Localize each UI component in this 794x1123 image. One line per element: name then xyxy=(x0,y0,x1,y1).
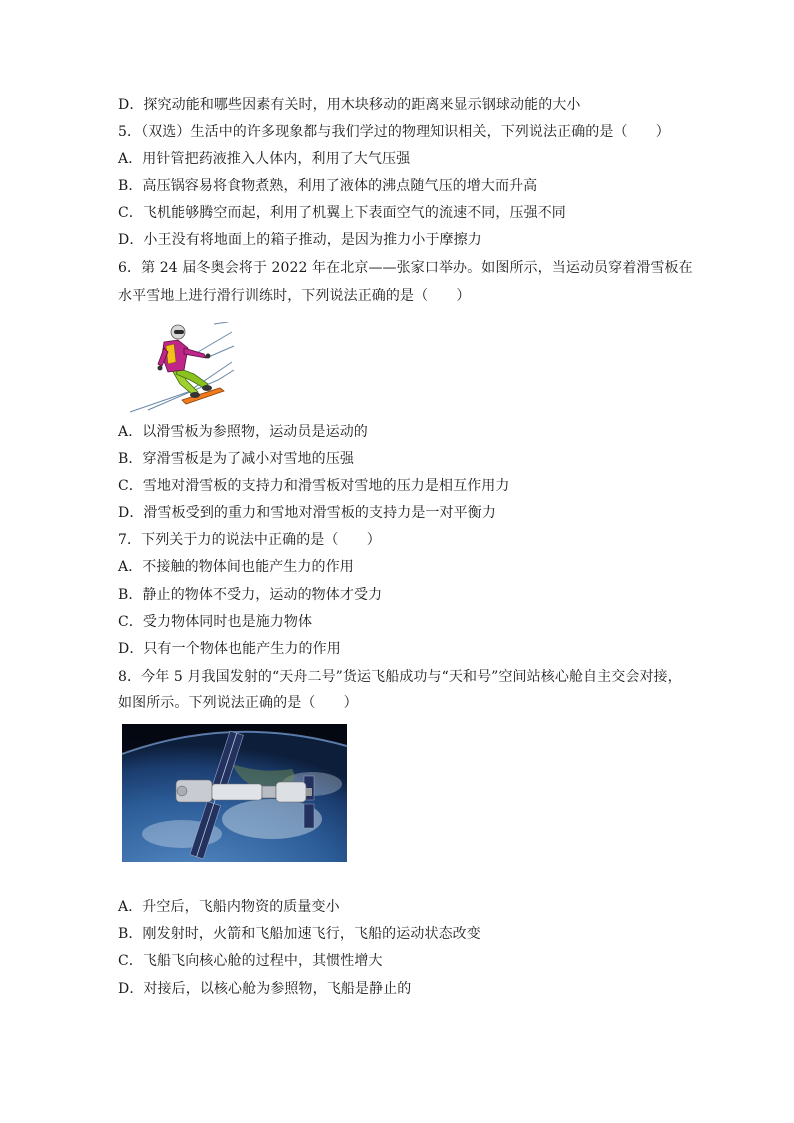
q7-option-b: B．静止的物体不受力，运动的物体才受力 xyxy=(118,587,383,603)
q8-option-b: B．刚发射时，火箭和飞船加速飞行，飞船的运动状态改变 xyxy=(118,926,481,942)
q5-option-c: C．飞机能够腾空而起，利用了机翼上下表面空气的流速不同，压强不同 xyxy=(118,205,566,221)
q5-stem: 5．（双选）生活中的许多现象都与我们学过的物理知识相关，下列说法正确的是（ ） xyxy=(118,124,670,140)
q4-option-d: D．探究动能和哪些因素有关时，用木块移动的距离来显示钢球动能的大小 xyxy=(118,97,581,113)
q5-option-a: A．用针管把药液推入人体内，利用了大气压强 xyxy=(118,151,411,167)
snowboarder-illustration xyxy=(128,322,236,414)
q8-option-d: D．对接后，以核心舱为参照物，飞船是静止的 xyxy=(118,981,412,997)
q5-option-b: B．高压锅容易将食物煮熟，利用了液体的沸点随气压的增大而升高 xyxy=(118,178,538,194)
q5-option-d: D．小王没有将地面上的箱子推动，是因为推力小于摩擦力 xyxy=(118,232,482,248)
q6-option-b: B．穿滑雪板是为了减小对雪地的压强 xyxy=(118,451,354,467)
space-station-photo xyxy=(122,724,347,862)
q8-option-a: A．升空后，飞船内物资的质量变小 xyxy=(118,899,340,915)
q6-stem-line2: 水平雪地上进行滑行训练时，下列说法正确的是（ ） xyxy=(118,288,471,304)
q7-option-d: D．只有一个物体也能产生力的作用 xyxy=(118,641,341,657)
q7-stem: 7．下列关于力的说法中正确的是（ ） xyxy=(118,532,381,548)
q6-option-c: C．雪地对滑雪板的支持力和滑雪板对雪地的压力是相互作用力 xyxy=(118,478,510,494)
q8-option-c: C．飞船飞向核心舱的过程中，其惯性增大 xyxy=(118,953,383,969)
q7-option-c: C．受力物体同时也是施力物体 xyxy=(118,614,313,630)
q6-option-a: A．以滑雪板为参照物，运动员是运动的 xyxy=(118,424,368,440)
q6-stem-line1: 6．第 24 届冬奥会将于 2022 年在北京——张家口举办。如图所示，当运动员穿着滑雪板在 xyxy=(118,260,693,276)
q8-stem-line2: 如图所示。下列说法正确的是（ ） xyxy=(118,695,358,711)
q6-option-d: D．滑雪板受到的重力和雪地对滑雪板的支持力是一对平衡力 xyxy=(118,505,496,521)
q8-stem-line1: 8．今年 5 月我国发射的“天舟二号”货运飞船成功与“天和号”空间站核心舱自主交会对接， xyxy=(118,669,682,685)
q7-option-a: A．不接触的物体间也能产生力的作用 xyxy=(118,559,354,575)
